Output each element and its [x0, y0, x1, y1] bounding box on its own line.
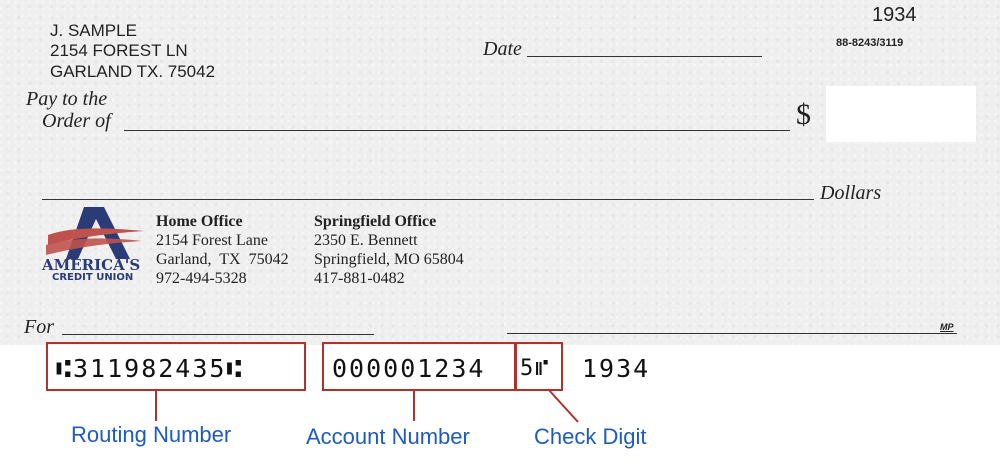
- payer-name: J. SAMPLE: [50, 21, 137, 40]
- routing-number-box: [46, 342, 306, 391]
- logo-text-line1: AMERICA'S: [42, 256, 141, 274]
- routing-number-label: Routing Number: [71, 422, 232, 447]
- check-digit-box: [515, 342, 563, 391]
- date-label: Date: [483, 38, 522, 60]
- micr-check-digit: 5⑈: [520, 356, 551, 381]
- pay-to-label-line2: Order of: [42, 110, 111, 132]
- home-office-title: Home Office: [156, 213, 243, 230]
- account-number-label: Account Number: [306, 424, 470, 449]
- payee-line: [124, 130, 790, 131]
- date-line: [527, 56, 762, 57]
- springfield-office-city: Springfield, MO 65804: [314, 251, 464, 268]
- fraction-code: 88-8243/3119: [836, 37, 904, 49]
- pay-to-label-line1: Pay to the: [26, 88, 108, 110]
- springfield-office-phone: 417-881-0482: [314, 270, 405, 287]
- account-number-box: [322, 342, 516, 391]
- springfield-office-block: [314, 212, 464, 288]
- dollars-label: Dollars: [820, 182, 882, 204]
- home-office-block: [156, 212, 289, 288]
- payer-address-line1: 2154 FOREST LN: [50, 41, 188, 60]
- amount-words-line: [42, 199, 814, 200]
- micr-account: 000001234: [332, 354, 486, 383]
- home-office-city: Garland, TX 75042: [156, 251, 289, 268]
- logo-text-line2: CREDIT UNION: [52, 272, 134, 283]
- check-number: 1934: [872, 4, 917, 26]
- memo-line: [62, 334, 374, 335]
- springfield-office-street: 2350 E. Bennett: [314, 232, 418, 249]
- signature-line: [507, 333, 957, 334]
- springfield-office-title: Springfield Office: [314, 213, 437, 230]
- mp-mark: MP: [940, 322, 954, 332]
- micr-routing: ⑆311982435⑆: [56, 354, 244, 383]
- for-label: For: [24, 316, 54, 338]
- check-digit-callout-line: [548, 389, 578, 422]
- credit-union-logo-icon: [44, 205, 148, 259]
- payer-address-line2: GARLAND TX. 75042: [50, 62, 216, 81]
- home-office-phone: 972-494-5328: [156, 270, 247, 287]
- micr-check-number: 1934: [582, 354, 651, 383]
- dollar-sign: $: [796, 98, 811, 131]
- home-office-street: 2154 Forest Lane: [156, 232, 268, 249]
- amount-box: [826, 86, 976, 142]
- check-digit-label: Check Digit: [534, 424, 647, 449]
